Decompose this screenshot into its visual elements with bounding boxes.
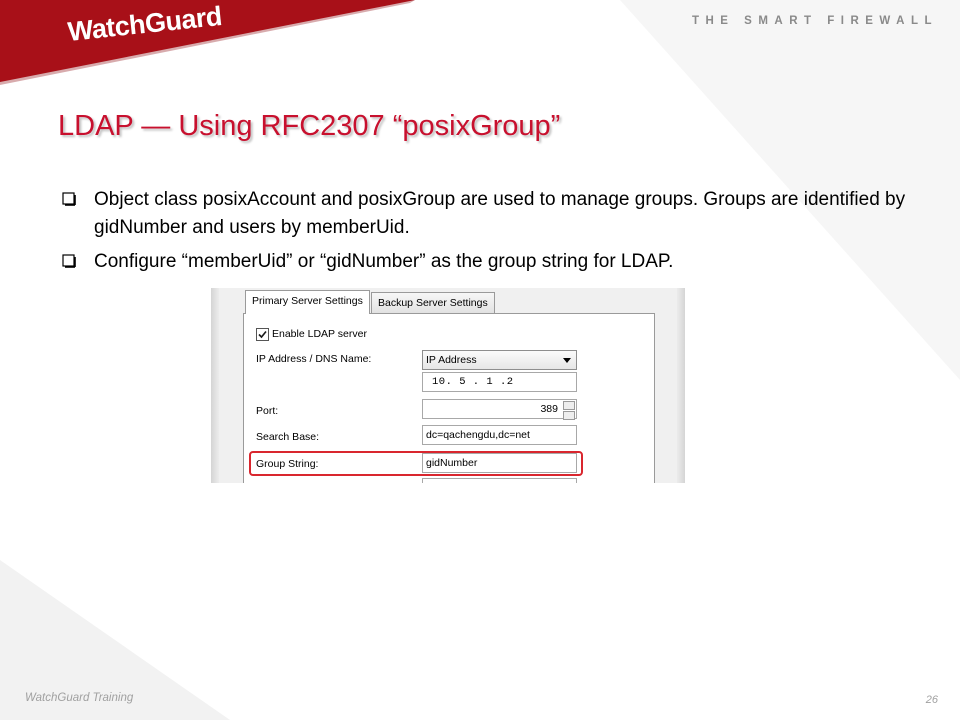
group-string-field[interactable]: gidNumber <box>422 453 577 473</box>
bullet-text: Object class posixAccount and posixGroup are used to manage groups. Groups are identified by gidNumber and users by memberUid. <box>94 189 906 238</box>
checkmark-icon <box>257 329 268 340</box>
chevron-down-icon <box>563 358 571 363</box>
bullet-item <box>62 248 912 276</box>
checkbox-bullet-icon <box>62 254 76 268</box>
footer-text: WatchGuard Training <box>25 692 134 704</box>
port-value: 389 <box>540 403 558 415</box>
enable-ldap-checkbox[interactable] <box>256 328 269 341</box>
enable-ldap-label: Enable LDAP server <box>272 328 367 340</box>
tab-backup-server-settings[interactable]: Backup Server Settings <box>371 292 495 313</box>
page-number: 26 <box>925 694 938 706</box>
bullet-item <box>62 186 912 242</box>
screenshot-right-edge <box>677 288 685 483</box>
group-string-label: Group String: <box>256 458 319 470</box>
checkbox-bullet-icon <box>62 192 76 206</box>
ldap-settings-screenshot <box>211 288 685 483</box>
stepper-down-icon[interactable] <box>563 411 575 420</box>
group-string-highlight <box>249 451 583 476</box>
stepper-up-icon[interactable] <box>563 401 575 410</box>
bullet-text: Configure “memberUid” or “gidNumber” as the group string for LDAP. <box>94 251 674 272</box>
port-stepper[interactable] <box>563 401 575 417</box>
ip-address-field[interactable]: 10. 5 . 1 .2 <box>422 372 577 392</box>
slide-title: LDAP — Using RFC2307 “posixGroup” <box>58 110 561 142</box>
ip-type-select[interactable] <box>422 350 577 370</box>
watchguard-logo: WatchGuard <box>66 0 224 47</box>
port-label: Port: <box>256 405 279 417</box>
tab-primary-server-settings[interactable]: Primary Server Settings <box>245 290 370 314</box>
ip-type-value: IP Address <box>426 354 477 366</box>
port-field[interactable] <box>422 399 577 419</box>
tagline: THE SMART FIREWALL <box>691 15 938 27</box>
ip-address-label: IP Address / DNS Name: <box>256 353 372 365</box>
screenshot-left-edge <box>211 288 219 483</box>
search-base-field[interactable]: dc=qachengdu,dc=net <box>422 425 577 445</box>
bullet-list <box>62 186 912 282</box>
next-field-partial[interactable] <box>422 478 577 483</box>
search-base-label: Search Base: <box>256 431 320 443</box>
